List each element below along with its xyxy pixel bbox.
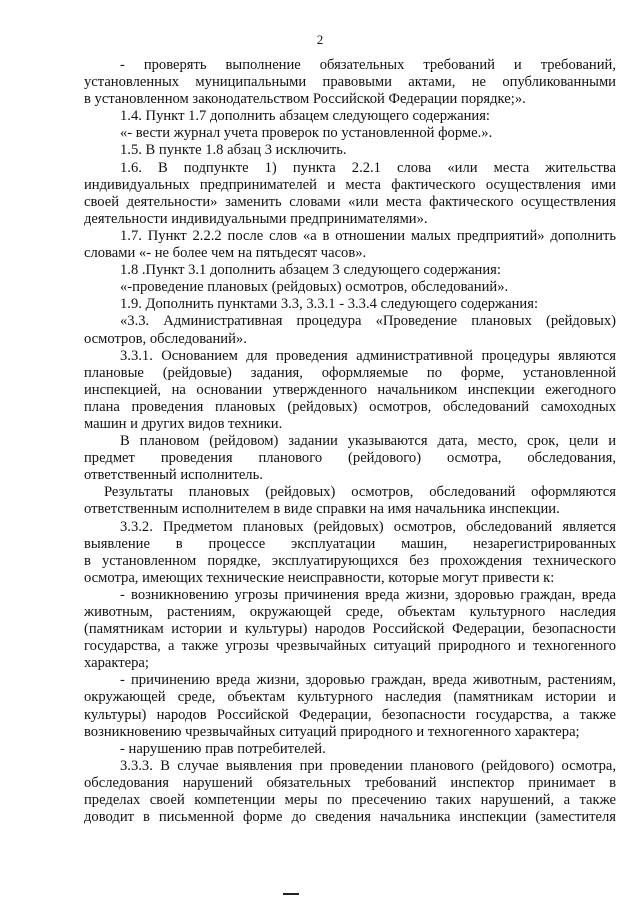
text-line: 3.3.1. Основанием для проведения административной процедуры являются [120, 347, 616, 364]
text-line: культуры) народов Российской Федерации, безопасности государства, а также [84, 706, 616, 723]
text-line: машин и других видов техники. [84, 415, 283, 432]
text-line: своей деятельности» заменить словами «или места фактического осуществления [84, 193, 616, 210]
text-line: доводит в письменной форме до сведения начальника инспекции (заместителя [84, 809, 616, 826]
text-line: 3.3.2. Предметом плановых (рейдовых) осмотров, обследований является [120, 518, 616, 535]
text-line: - проверять выполнение обязательных требований и требований, [120, 57, 616, 73]
text-line: ответственный исполнитель. [84, 467, 263, 484]
text-line: - причинению вреда жизни, здоровью граждан, вреда животным, растениям, [120, 672, 616, 689]
text-line: осмотров, обследований». [84, 330, 247, 347]
text-line: «3.3. Административная процедура «Проведение плановых (рейдовых) [120, 313, 616, 330]
text-line: характера; [84, 655, 149, 672]
text-line: плановые (рейдовые) задания, оформляемые по форме, установленной [84, 364, 616, 381]
text-line: В плановом (рейдовом) задании указываются дата, место, срок, цели и [120, 433, 616, 450]
text-line: деятельности индивидуальными предпринимателями». [84, 210, 428, 227]
text-line: словами «- не более чем на пятьдесят часов». [84, 245, 367, 262]
document-body [84, 57, 616, 826]
text-line: - нарушению прав потребителей. [120, 740, 326, 757]
text-line: 1.5. В пункте 1.8 абзац 3 исключить. [120, 142, 347, 159]
text-line: пределах своей компетенции меры по пресечению таких нарушений, а также [84, 792, 616, 809]
text-line: обследования нарушений обязательных требований инспектор принимает в [84, 774, 616, 791]
text-line: 1.9. Дополнить пунктами 3.3, 3.3.1 - 3.3.4 следующего содержания: [120, 296, 539, 313]
text-line: выявление в процессе эксплуатации машин, незарегистрированных [84, 535, 616, 552]
text-line: 1.7. Пункт 2.2.2 после слов «а в отношении малых предприятий» дополнить [120, 227, 616, 244]
text-line: «-проведение плановых (рейдовых) осмотров, обследований». [120, 279, 509, 296]
text-line: в установленном законодательством Российской Федерации порядке;». [84, 91, 526, 108]
text-line: инспекцией, на основании утвержденного начальником инспекции ежегодного [84, 381, 616, 398]
text-line: возникновению чрезвычайных ситуаций природного и техногенного характера; [84, 723, 580, 740]
text-line: предмет проведения планового (рейдового) осмотра, обследования, [84, 450, 616, 467]
text-line: индивидуальных предпринимателей и места фактического осуществления ими [84, 176, 616, 193]
text-line: установленных муниципальными правовыми актами, не опубликованными [84, 74, 616, 91]
text-line: «- вести журнал учета проверок по установленной форме.». [120, 125, 493, 142]
text-line: осмотра, имеющих технические неисправности, которые могут привести к: [84, 569, 555, 586]
text-line: в установленном порядке, эксплуатирующихся без прохождения технического [84, 552, 616, 569]
text-line: 1.6. В подпункте 1) пункта 2.2.1 слова «или места жительства [120, 159, 616, 176]
text-line: 1.4. Пункт 1.7 дополнить абзацем следующего содержания: [120, 108, 490, 125]
text-line: государства, а также угрозы чрезвычайных ситуаций природного и техногенного [84, 638, 616, 655]
text-line: - возникновению угрозы причинения вреда жизни, здоровью граждан, вреда [120, 586, 616, 603]
page-number: 2 [316, 32, 324, 47]
page-bottom-mark [283, 893, 299, 895]
text-line: 3.3.3. В случае выявления при проведении планового (рейдового) осмотра, [120, 757, 616, 774]
text-line: окружающей среде, объектам культурного наследия (памятникам истории и [84, 689, 616, 706]
text-line: животным, растениям, окружающей среде, объектам культурного наследия [84, 604, 616, 620]
text-line: плана проведения плановых (рейдовых) осмотров, обследований самоходных [84, 398, 616, 415]
text-line: (памятникам истории и культуры) народов Российской Федерации, безопасности [84, 621, 616, 638]
text-line: 1.8 .Пункт 3.1 дополнить абзацем 3 следующего содержания: [120, 262, 501, 279]
text-line: ответственным исполнителем в виде справки на имя начальника инспекции. [84, 501, 560, 518]
text-line: Результаты плановых (рейдовых) осмотров, обследований оформляются [104, 484, 616, 501]
